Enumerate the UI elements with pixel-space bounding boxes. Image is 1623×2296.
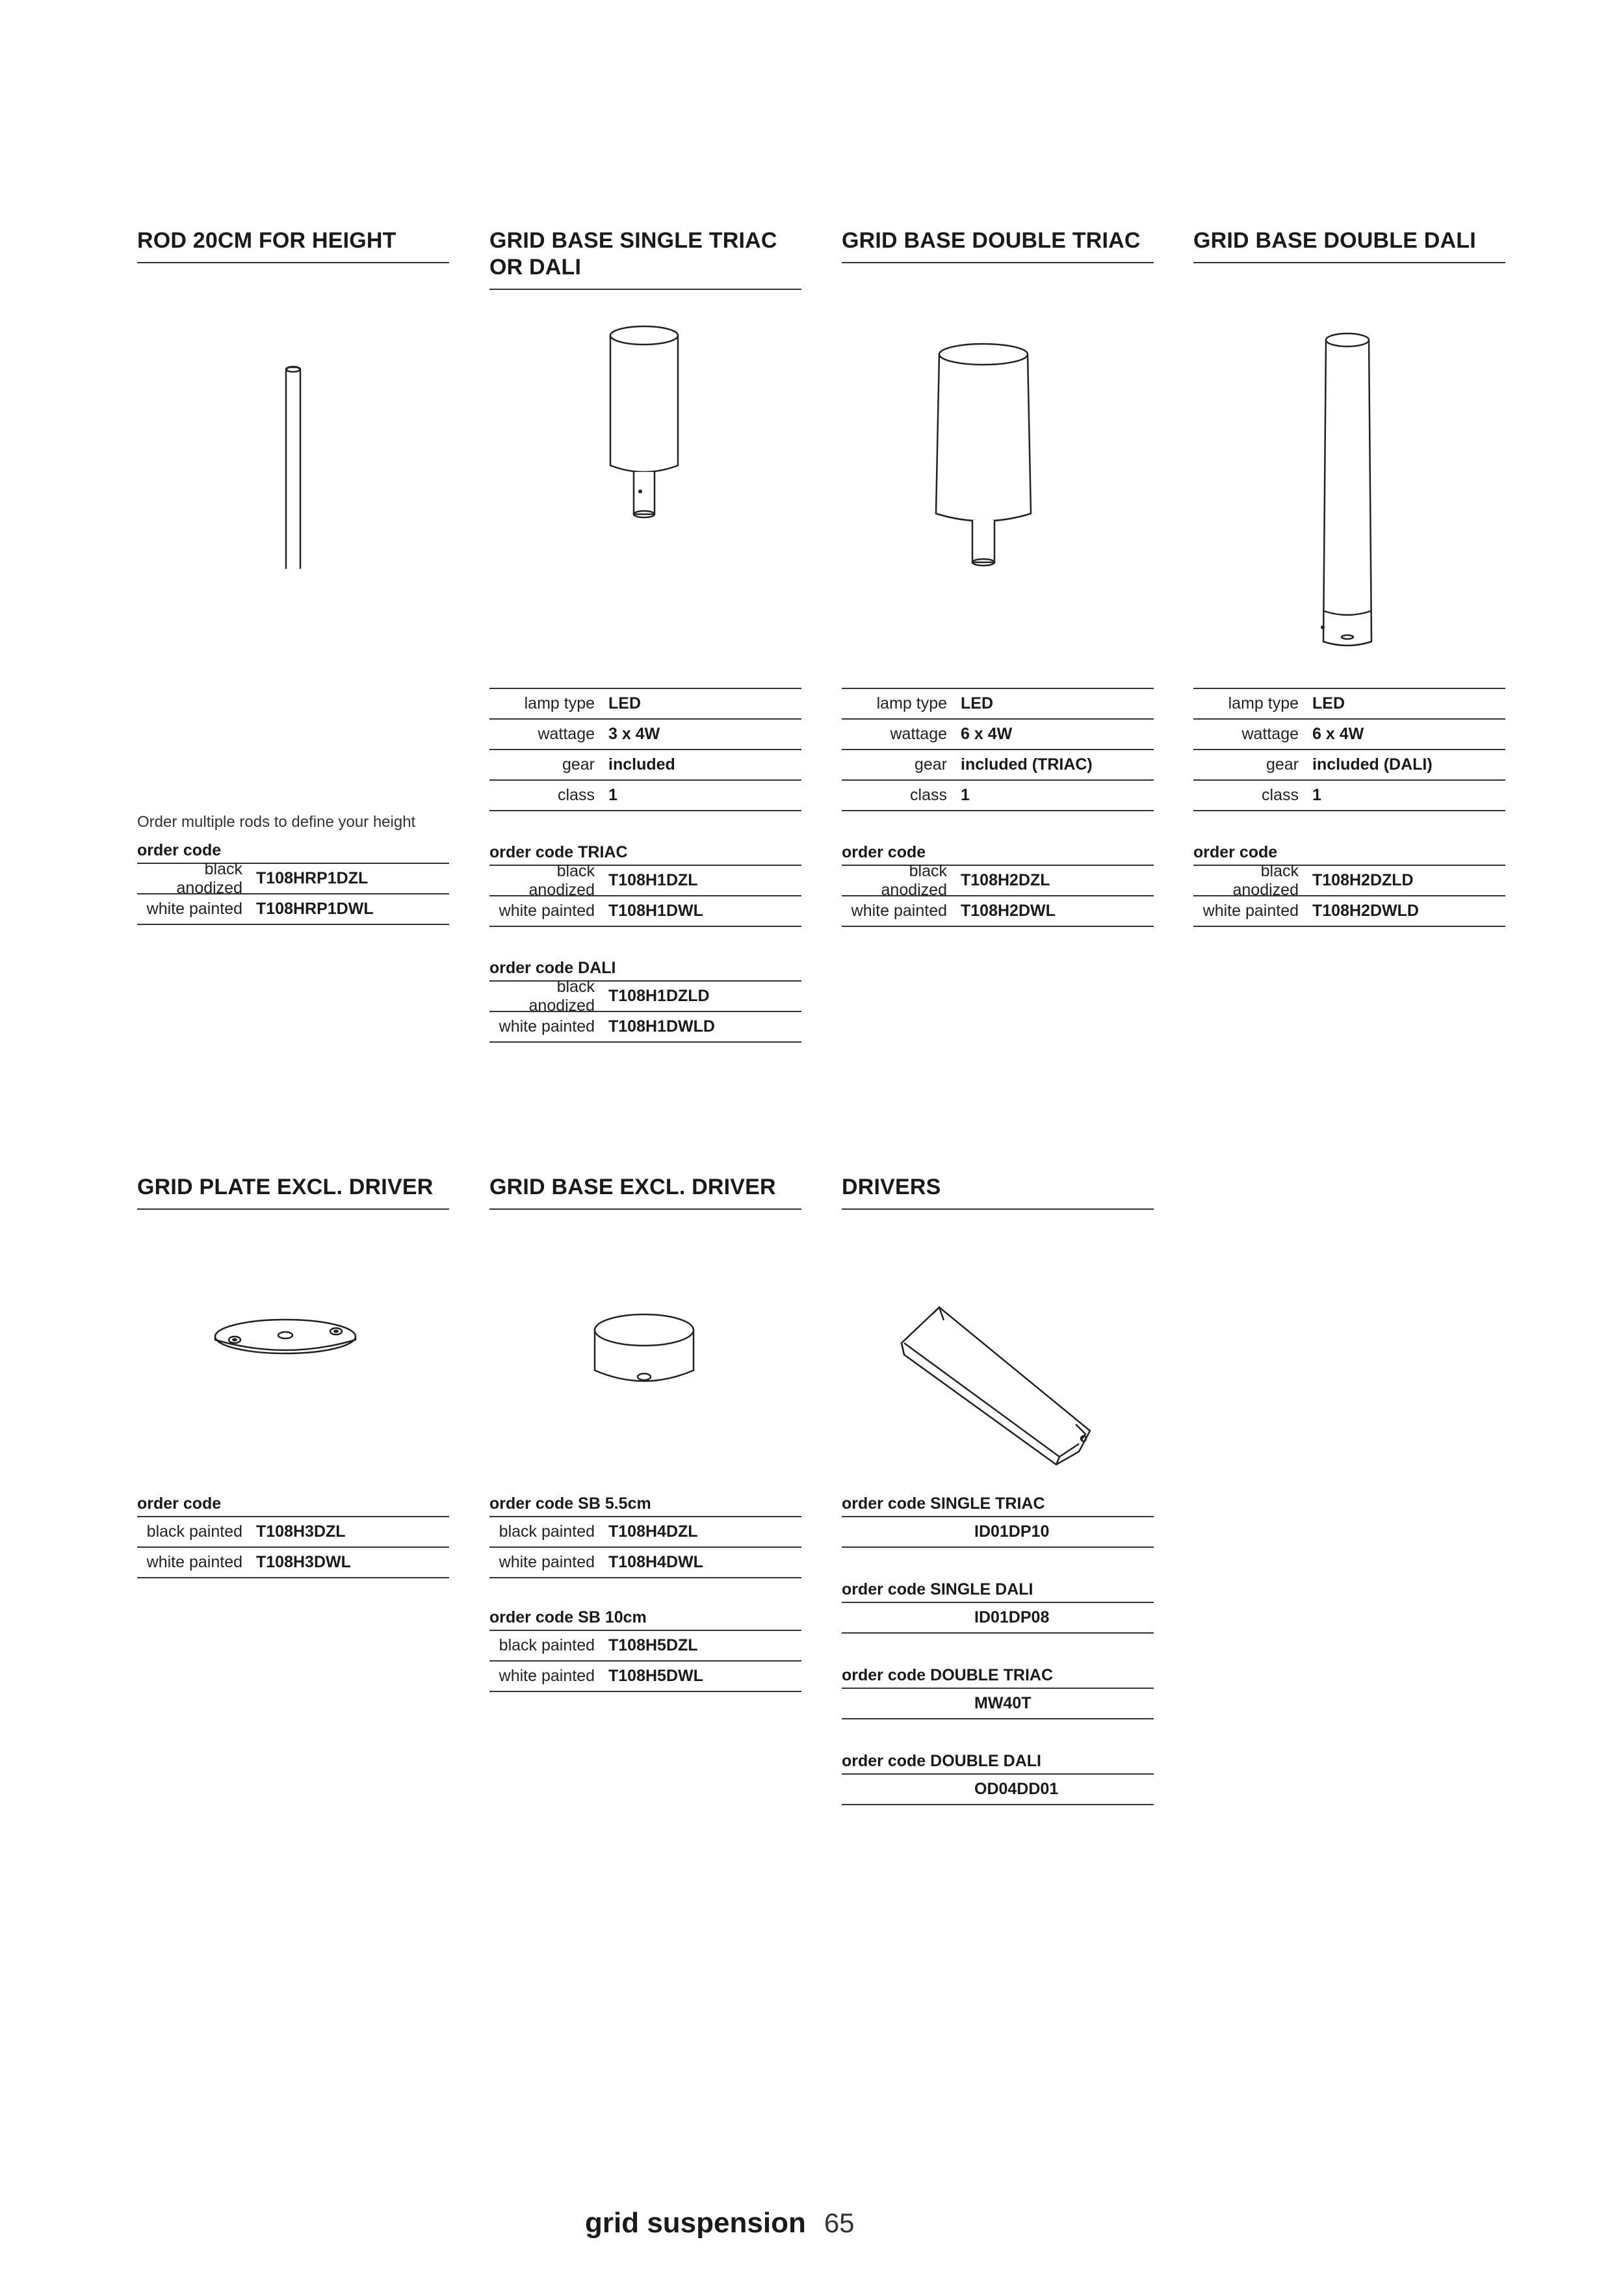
double-triac-codes: [842, 837, 1154, 927]
spec-row: class 1: [489, 781, 801, 811]
product-title: GRID BASE SINGLE TRIAC OR DALI: [489, 228, 801, 290]
code-row: ID01DP08: [842, 1603, 1154, 1634]
double-triac-drawing: [842, 263, 1154, 569]
spec-row: gear included (DALI): [1193, 750, 1505, 781]
spec-row: lamp type LED: [842, 688, 1154, 720]
order-code-header: order code: [1193, 837, 1505, 866]
product-title: GRID BASE EXCL. DRIVER: [489, 1174, 801, 1210]
double-dali-codes: [1193, 837, 1505, 927]
code-row: white painted T108H1DWL: [489, 896, 801, 927]
base-sb10-codes: [489, 1602, 801, 1692]
code-row: OD04DD01: [842, 1775, 1154, 1805]
code-row: ID01DP10: [842, 1517, 1154, 1548]
order-code-header: order code: [137, 835, 449, 864]
product-title: GRID PLATE EXCL. DRIVER: [137, 1174, 449, 1210]
code-row: black painted T108H5DZL: [489, 1631, 801, 1662]
code-row: white painted T108H5DWL: [489, 1662, 801, 1692]
order-code-header: order code DOUBLE TRIAC: [842, 1660, 1154, 1689]
single-triac-codes: [489, 837, 801, 927]
code-row: black anodized T108H1DZL: [489, 866, 801, 896]
code-row: white painted T108H2DWLD: [1193, 896, 1505, 927]
product-rod: [137, 228, 449, 569]
spec-row: class 1: [842, 781, 1154, 811]
double-triac-specs: [842, 688, 1154, 811]
product-title: GRID BASE DOUBLE DALI: [1193, 228, 1505, 263]
spec-row: wattage 6 x 4W: [842, 720, 1154, 750]
spec-row: gear included: [489, 750, 801, 781]
code-row: black painted T108H4DZL: [489, 1517, 801, 1548]
base-sb55-codes: [489, 1489, 801, 1578]
section-title: grid suspension: [585, 2207, 806, 2239]
product-grid-base-single: [489, 228, 801, 550]
spec-row: gear included (TRIAC): [842, 750, 1154, 781]
plate-codes: [137, 1489, 449, 1578]
rod-note: Order multiple rods to define your height: [137, 813, 416, 831]
code-row: white painted T108H4DWL: [489, 1548, 801, 1578]
spec-row: lamp type LED: [489, 688, 801, 720]
order-code-header: order code SB 5.5cm: [489, 1489, 801, 1517]
product-title: DRIVERS: [842, 1174, 1154, 1210]
rod-order-block: [137, 809, 449, 925]
single-dali-codes: [489, 953, 801, 1043]
plate-drawing: [137, 1210, 449, 1405]
product-grid-base: [489, 1174, 801, 1405]
order-code-header: order code TRIAC: [489, 837, 801, 866]
code-row: black anodized T108H1DZLD: [489, 982, 801, 1012]
spec-row: wattage 6 x 4W: [1193, 720, 1505, 750]
order-code-header: order code DOUBLE DALI: [842, 1746, 1154, 1775]
spec-row: wattage 3 x 4W: [489, 720, 801, 750]
base-drawing: [489, 1210, 801, 1405]
code-row: white painted T108H1DWLD: [489, 1012, 801, 1043]
double-dali-drawing: [1193, 263, 1505, 660]
spec-row: class 1: [1193, 781, 1505, 811]
order-code-header: order code: [842, 837, 1154, 866]
product-grid-base-double-triac: [842, 228, 1154, 569]
page-footer: [585, 2207, 855, 2239]
page-number: 65: [824, 2208, 855, 2238]
code-row: black anodized T108H2DZLD: [1193, 866, 1505, 896]
product-drivers: [842, 1174, 1154, 1483]
product-grid-base-double-dali: [1193, 228, 1505, 660]
code-row: white painted T108HRP1DWL: [137, 894, 449, 925]
order-code-header: order code: [137, 1489, 449, 1517]
single-drawing: [489, 290, 801, 550]
product-title: ROD 20CM FOR HEIGHT: [137, 228, 449, 263]
code-row: black anodized T108H2DZL: [842, 866, 1154, 896]
order-code-header: order code DALI: [489, 953, 801, 982]
double-dali-specs: [1193, 688, 1505, 811]
code-row: MW40T: [842, 1689, 1154, 1719]
order-code-header: order code SINGLE TRIAC: [842, 1489, 1154, 1517]
spec-row: lamp type LED: [1193, 688, 1505, 720]
code-row: white painted T108H2DWL: [842, 896, 1154, 927]
driver-drawing: [842, 1210, 1154, 1483]
product-grid-plate: [137, 1174, 449, 1405]
single-specs: [489, 688, 801, 811]
code-row: white painted T108H3DWL: [137, 1548, 449, 1578]
drivers-codes: [842, 1489, 1154, 1805]
order-code-header: order code SB 10cm: [489, 1602, 801, 1631]
code-row: black painted T108H3DZL: [137, 1517, 449, 1548]
product-title: GRID BASE DOUBLE TRIAC: [842, 228, 1154, 263]
rod-drawing: [137, 263, 449, 569]
code-row: black anodized T108HRP1DZL: [137, 864, 449, 894]
order-code-header: order code SINGLE DALI: [842, 1574, 1154, 1603]
